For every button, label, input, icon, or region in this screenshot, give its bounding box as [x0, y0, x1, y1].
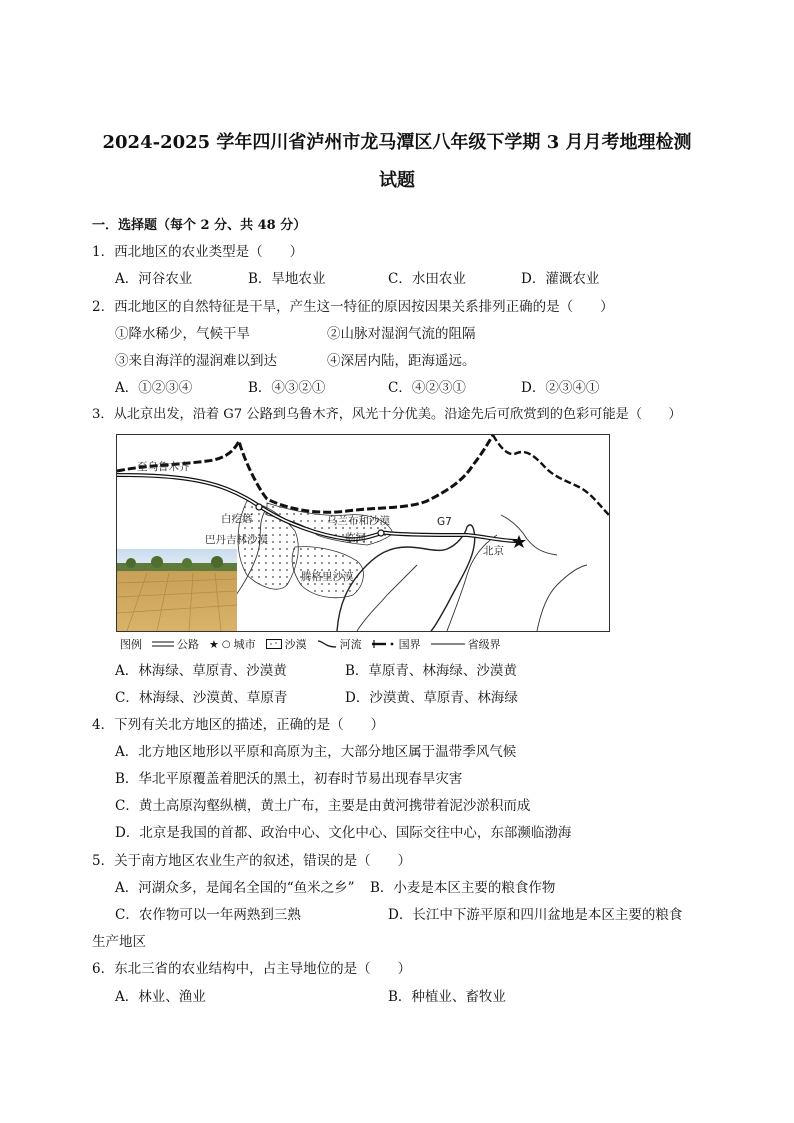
q2-option-c: C．④②③①: [388, 380, 466, 396]
q4-option-b: B．华北平原覆盖着肥沃的黑土，初春时节易出现春旱灾害: [115, 771, 463, 787]
q2-option-a: A．①②③④: [115, 380, 193, 396]
road-symbol-icon: [152, 640, 174, 648]
grassland-photo: [117, 549, 237, 631]
label-linhe: 临河: [345, 532, 366, 544]
question-5-stem: 5．关于南方地区农业生产的叙述，错误的是（ ）: [92, 853, 412, 869]
legend-desert: [266, 636, 307, 652]
q6-option-b: B．种植业、畜牧业: [388, 989, 506, 1005]
map-legend: [120, 636, 501, 652]
circle-icon: ○: [221, 638, 231, 650]
legend-river: [317, 636, 362, 652]
q5-option-d: D．长江中下游平原和四川盆地是本区主要的粮食: [388, 907, 683, 923]
q6-option-a: A．林业、渔业: [115, 989, 206, 1005]
q2-option-d: D．②③④①: [521, 380, 600, 396]
page-title-line2: 试题: [379, 170, 415, 191]
label-badain: 巴丹吉林沙漠: [205, 534, 268, 546]
q2-item-2: ②山脉对湿润气流的阻隔: [327, 326, 476, 342]
question-4-stem: 4．下列有关北方地区的描述，正确的是（ ）: [92, 717, 385, 733]
label-urumqi: 至乌鲁木齐: [137, 461, 190, 473]
star-icon: ★: [209, 637, 219, 651]
q3-option-c: C．林海绿、沙漠黄、草原青: [115, 690, 288, 706]
q3-option-d: D．沙漠黄、草原青、林海绿: [345, 690, 518, 706]
q5-option-a: A．河湖众多，是闻名全国的“鱼米之乡”: [115, 880, 355, 896]
q5-option-b: B．小麦是本区主要的粮食作物: [370, 880, 556, 896]
legend-river-label: 河流: [339, 638, 362, 651]
legend-province-label: 省级界: [467, 638, 501, 651]
legend-province: [431, 636, 501, 652]
border-symbol-icon: [372, 640, 396, 648]
q4-option-c: C．黄土高原沟壑纵横，黄土广布，主要是由黄河携带着泥沙淤积而成: [115, 798, 531, 814]
question-3-stem: 3．从北京出发，沿着 G7 公路到乌鲁木齐，风光十分优美。沿途先后可欣赏到的色彩可能是（ ）: [92, 407, 682, 422]
q1-option-c: C．水田农业: [388, 271, 466, 287]
label-beijing: 北京: [483, 545, 504, 557]
question-2-stem: 2．西北地区的自然特征是干旱，产生这一特征的原因按因果关系排列正确的是（ ）: [92, 299, 614, 315]
label-g7: G7: [437, 516, 452, 528]
legend-road-label: 公路: [177, 638, 199, 651]
legend-city: [209, 636, 256, 652]
q2-item-3: ③来自海洋的湿润难以到达: [115, 353, 277, 369]
q4-option-a: A．北方地区地形以平原和高原为主，大部分地区属于温带季风气候: [115, 744, 517, 760]
q2-item-1: ①降水稀少，气候干旱: [115, 326, 250, 342]
q1-option-a: A．河谷农业: [115, 271, 193, 287]
label-ulanbuh: 乌兰布和沙漠: [327, 515, 390, 527]
label-tengger: 腾格里沙漠: [301, 571, 354, 583]
q3-option-a: A．林海绿、草原青、沙漠黄: [115, 663, 287, 679]
page-title-line1: 2024-2025 学年四川省泸州市龙马潭区八年级下学期 3 月月考地理检测: [102, 132, 692, 153]
legend-city-label: 城市: [233, 638, 256, 651]
province-symbol-icon: [431, 640, 465, 648]
q1-option-b: B．旱地农业: [248, 271, 326, 287]
q5-option-c: C．农作物可以一年两熟到三熟: [115, 907, 301, 923]
national-border-east: [493, 435, 609, 515]
legend-border: [372, 636, 421, 652]
province-border-2: [357, 565, 417, 631]
q1-option-d: D．灌溉农业: [521, 271, 600, 287]
desert-symbol-icon: [266, 639, 282, 649]
question-6-stem: 6．东北三省的农业结构中，占主导地位的是（ ）: [92, 961, 412, 977]
legend-title: 图例: [120, 638, 142, 651]
q3-option-b: B．草原青、林海绿、沙漠黄: [345, 663, 517, 679]
province-border-4: [537, 565, 587, 631]
legend-border-label: 国界: [398, 638, 421, 651]
q5-option-d-continued: 生产地区: [92, 934, 146, 950]
question-1-stem: 1．西北地区的农业类型是（ ）: [92, 244, 304, 260]
province-border-5: [501, 515, 557, 555]
section-heading: 一．选择题（每个 2 分、共 48 分）: [92, 218, 307, 233]
legend-road: [152, 636, 199, 652]
q4-option-d: D．北京是我国的首都、政治中心、文化中心、国际交往中心，东部濒临渤海: [115, 825, 572, 841]
city-baiyi: [256, 504, 262, 510]
river-symbol-icon: [317, 639, 337, 649]
q2-option-b: B．④③②①: [248, 380, 326, 396]
beijing-star-icon: [512, 535, 526, 548]
route-map: [116, 434, 610, 632]
q2-item-4: ④深居内陆，距海遥远。: [327, 353, 476, 369]
label-baiyi: 白疙瘩: [221, 513, 253, 525]
city-linhe: [378, 530, 384, 536]
legend-desert-label: 沙漠: [284, 638, 307, 651]
